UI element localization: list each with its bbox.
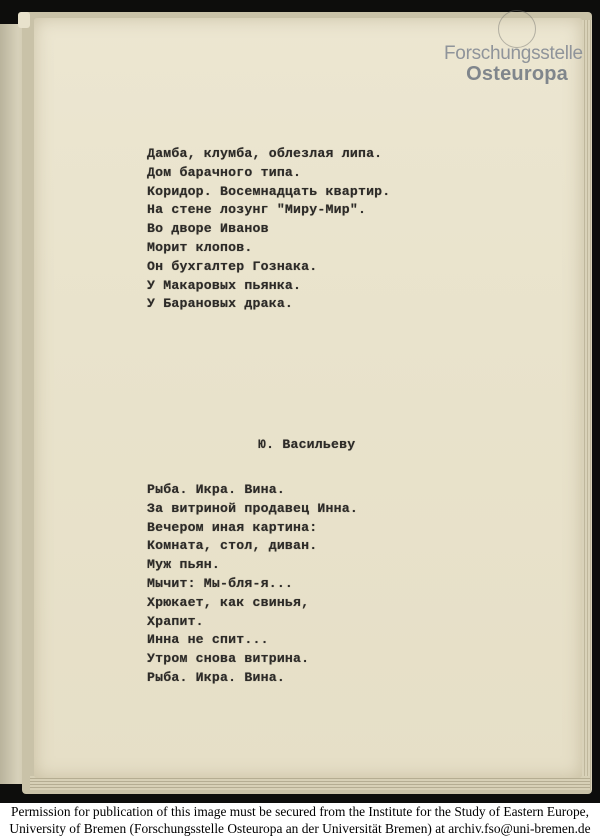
poem-line: Храпит.: [147, 613, 204, 629]
poem-line: Вечером иная картина:: [147, 519, 318, 535]
poem-line: Рыба. Икра. Вина.: [147, 669, 285, 685]
caption-line-1: Permission for publication of this image must be secured from the Institute for the Study of Eastern Europe,: [11, 804, 589, 819]
poem-line: Коридор. Восемнадцать квартир.: [147, 183, 391, 199]
watermark-line-2: Osteuropa: [466, 62, 568, 85]
poem-line: Мычит: Мы-бля-я...: [147, 575, 294, 591]
poem-stanza-2: [147, 481, 358, 688]
poem-line: Он бухгалтер Гознака.: [147, 258, 318, 274]
poem-line: У Макаровых пьянка.: [147, 277, 302, 293]
binder-tab: [18, 12, 30, 28]
page-edge-bottom: [30, 776, 590, 790]
poem-line: Инна не спит...: [147, 632, 269, 648]
poem-line: Муж пьян.: [147, 557, 221, 573]
permission-caption: [0, 803, 600, 838]
poem-line: Дом барачного типа.: [147, 164, 302, 180]
caption-line-2: University of Bremen (Forschungsstelle Osteuropa an der Universität Bremen) at archiv.fso@uni-bremen.de: [9, 821, 591, 836]
poem-line: У Барановых драка.: [147, 296, 294, 312]
poem-line: Во дворе Иванов: [147, 221, 269, 237]
poem-line: Морит клопов.: [147, 239, 253, 255]
poem-line: Рыба. Икра. Вина.: [147, 482, 285, 497]
poem-line: Хрюкает, как свинья,: [147, 594, 310, 610]
poem-line: На стене лозунг "Миру-Мир".: [147, 202, 367, 218]
poem-line: Утром снова витрина.: [147, 651, 310, 667]
poem-line: Дамба, клумба, облезлая липа.: [147, 146, 383, 161]
page-edge-right: [582, 20, 592, 790]
poem-stanza-1: [147, 145, 390, 314]
poem-line: За витриной продавец Инна.: [147, 500, 358, 516]
poem-dedication: Ю. Васильеву: [258, 437, 356, 452]
watermark-line-1: Forschungsstelle: [444, 43, 583, 64]
watermark: [444, 44, 594, 85]
poem-line: Комната, стол, диван.: [147, 538, 318, 554]
